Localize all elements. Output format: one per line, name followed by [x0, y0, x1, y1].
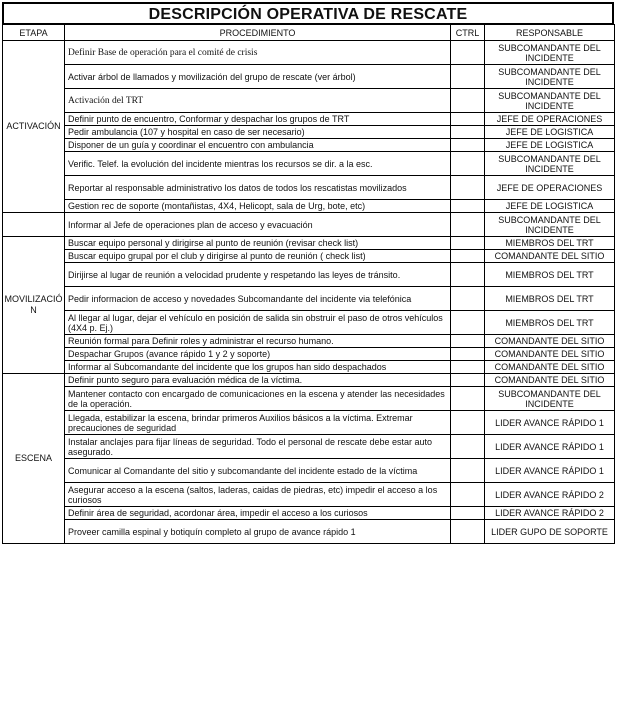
table-row: [3, 311, 615, 335]
procedure-cell: Definir punto de encuentro, Conformar y despachar los grupos de TRT: [65, 113, 451, 126]
table-row: [3, 152, 615, 176]
procedure-cell: Disponer de un guía y coordinar el encuentro con ambulancia: [65, 139, 451, 152]
procedure-cell: Activar árbol de llamados y movilización del grupo de rescate (ver árbol): [65, 65, 451, 89]
procedure-cell: Al llegar al lugar, dejar el vehículo en posición de salida sin obstruir el paso de otros vehículos (4X4 p. Ej.): [65, 311, 451, 335]
table-row: [3, 287, 615, 311]
table-row: [3, 139, 615, 152]
header-responsable: RESPONSABLE: [485, 25, 615, 41]
ctrl-cell: [451, 200, 485, 213]
responsible-cell: SUBCOMANDANTE DEL INCIDENTE: [485, 89, 615, 113]
procedure-cell: Definir Base de operación para el comité de crisis: [65, 41, 451, 65]
table-row: [3, 387, 615, 411]
table-row: [3, 113, 615, 126]
procedure-cell: Mantener contacto con encargado de comunicaciones en la escena y atender las necesidades de la operación.: [65, 387, 451, 411]
responsible-cell: LIDER AVANCE RÁPIDO 2: [485, 507, 615, 520]
responsible-cell: COMANDANTE DEL SITIO: [485, 348, 615, 361]
ctrl-cell: [451, 139, 485, 152]
ctrl-cell: [451, 41, 485, 65]
table-row: [3, 250, 615, 263]
ctrl-cell: [451, 507, 485, 520]
ctrl-cell: [451, 176, 485, 200]
stage-empty: [3, 213, 65, 237]
table-row: [3, 483, 615, 507]
responsible-cell: COMANDANTE DEL SITIO: [485, 335, 615, 348]
table-row: [3, 335, 615, 348]
table-row: [3, 411, 615, 435]
responsible-cell: SUBCOMANDANTE DEL INCIDENTE: [485, 213, 615, 237]
responsible-cell: MIEMBROS DEL TRT: [485, 287, 615, 311]
procedure-cell: Reunión formal para Definir roles y administrar el recurso humano.: [65, 335, 451, 348]
procedure-cell: Gestion rec de soporte (montañistas, 4X4, Helicopt, sala de Urg, bote, etc): [65, 200, 451, 213]
table-row: [3, 348, 615, 361]
procedure-cell: Activación del TRT: [65, 89, 451, 113]
responsible-cell: LIDER AVANCE RÁPIDO 1: [485, 435, 615, 459]
table-row: [3, 520, 615, 544]
responsible-cell: SUBCOMANDANTE DEL INCIDENTE: [485, 387, 615, 411]
ctrl-cell: [451, 213, 485, 237]
table-row: [3, 213, 615, 237]
responsible-cell: MIEMBROS DEL TRT: [485, 311, 615, 335]
table-row: [3, 507, 615, 520]
responsible-cell: MIEMBROS DEL TRT: [485, 237, 615, 250]
table-row: [3, 176, 615, 200]
table-row: [3, 237, 615, 250]
procedure-cell: Verific. Telef. la evolución del incidente mientras los recursos se dir. a la esc.: [65, 152, 451, 176]
responsible-cell: MIEMBROS DEL TRT: [485, 263, 615, 287]
ctrl-cell: [451, 65, 485, 89]
responsible-cell: LIDER AVANCE RÁPIDO 1: [485, 411, 615, 435]
responsible-cell: COMANDANTE DEL SITIO: [485, 250, 615, 263]
header-etapa: ETAPA: [3, 25, 65, 41]
responsible-cell: LIDER AVANCE RÁPIDO 2: [485, 483, 615, 507]
procedure-cell: Buscar equipo personal y dirigirse al punto de reunión (revisar check list): [65, 237, 451, 250]
ctrl-cell: [451, 459, 485, 483]
header-procedimiento: PROCEDIMIENTO: [65, 25, 451, 41]
ctrl-cell: [451, 435, 485, 459]
table-row: [3, 374, 615, 387]
table-row: [3, 126, 615, 139]
rescue-procedure-sheet: [2, 2, 614, 544]
ctrl-cell: [451, 89, 485, 113]
table-row: [3, 89, 615, 113]
procedure-cell: Dirijirse al lugar de reunión a velocidad prudente y respetando las leyes de tránsito.: [65, 263, 451, 287]
responsible-cell: JEFE DE LOGISTICA: [485, 200, 615, 213]
procedure-cell: Llegada, estabilizar la escena, brindar primeros Auxilios básicos a la víctima. Extremar precauciones de seguridad: [65, 411, 451, 435]
ctrl-cell: [451, 520, 485, 544]
procedure-table: [2, 24, 615, 544]
table-row: [3, 361, 615, 374]
ctrl-cell: [451, 263, 485, 287]
stage-activacion: ACTIVACIÓN: [3, 41, 65, 213]
procedure-cell: Definir área de seguridad, acordonar área, impedir el acceso a los curiosos: [65, 507, 451, 520]
responsible-cell: JEFE DE LOGISTICA: [485, 126, 615, 139]
ctrl-cell: [451, 152, 485, 176]
responsible-cell: SUBCOMANDANTE DEL INCIDENTE: [485, 41, 615, 65]
responsible-cell: LIDER AVANCE RÁPIDO 1: [485, 459, 615, 483]
procedure-cell: Informar al Subcomandante del incidente que los grupos han sido despachados: [65, 361, 451, 374]
procedure-cell: Asegurar acceso a la escena (saltos, laderas, caidas de piedras, etc) impedir el acceso a los curiosos: [65, 483, 451, 507]
procedure-cell: Informar al Jefe de operaciones plan de acceso y evacuación: [65, 213, 451, 237]
responsible-cell: LIDER GUPO DE SOPORTE: [485, 520, 615, 544]
responsible-cell: COMANDANTE DEL SITIO: [485, 374, 615, 387]
responsible-cell: JEFE DE OPERACIONES: [485, 176, 615, 200]
document-title: DESCRIPCIÓN OPERATIVA DE RESCATE: [2, 2, 614, 24]
table-row: [3, 435, 615, 459]
ctrl-cell: [451, 126, 485, 139]
table-row: [3, 200, 615, 213]
procedure-cell: Buscar equipo grupal por el club y dirigirse al punto de reunión ( check list): [65, 250, 451, 263]
procedure-cell: Proveer camilla espinal y botiquín completo al grupo de avance rápido 1: [65, 520, 451, 544]
ctrl-cell: [451, 387, 485, 411]
table-header-row: [3, 25, 615, 41]
responsible-cell: JEFE DE LOGISTICA: [485, 139, 615, 152]
table-row: [3, 263, 615, 287]
ctrl-cell: [451, 348, 485, 361]
procedure-cell: Pedir ambulancia (107 y hospital en caso de ser necesario): [65, 126, 451, 139]
procedure-cell: Pedir informacion de acceso y novedades Subcomandante del incidente via telefónica: [65, 287, 451, 311]
ctrl-cell: [451, 113, 485, 126]
procedure-cell: Reportar al responsable administrativo los datos de todos los rescatistas movilizados: [65, 176, 451, 200]
ctrl-cell: [451, 411, 485, 435]
responsible-cell: SUBCOMANDANTE DEL INCIDENTE: [485, 152, 615, 176]
ctrl-cell: [451, 361, 485, 374]
procedure-cell: Despachar Grupos (avance rápido 1 y 2 y soporte): [65, 348, 451, 361]
stage-movilizacion: MOVILIZACIÓN: [3, 237, 65, 374]
ctrl-cell: [451, 335, 485, 348]
responsible-cell: COMANDANTE DEL SITIO: [485, 361, 615, 374]
table-row: [3, 65, 615, 89]
table-body: [3, 41, 615, 544]
table-row: [3, 459, 615, 483]
ctrl-cell: [451, 483, 485, 507]
ctrl-cell: [451, 374, 485, 387]
responsible-cell: SUBCOMANDANTE DEL INCIDENTE: [485, 65, 615, 89]
stage-escena: ESCENA: [3, 374, 65, 544]
procedure-cell: Definir punto seguro para evaluación médica de la víctima.: [65, 374, 451, 387]
procedure-cell: Instalar anclajes para fijar líneas de seguridad. Todo el personal de rescate debe estar auto asegurado.: [65, 435, 451, 459]
table-row: [3, 41, 615, 65]
responsible-cell: JEFE DE OPERACIONES: [485, 113, 615, 126]
procedure-cell: Comunicar al Comandante del sitio y subcomandante del incidente estado de la víctima: [65, 459, 451, 483]
ctrl-cell: [451, 287, 485, 311]
header-ctrl: CTRL: [451, 25, 485, 41]
ctrl-cell: [451, 237, 485, 250]
ctrl-cell: [451, 250, 485, 263]
ctrl-cell: [451, 311, 485, 335]
